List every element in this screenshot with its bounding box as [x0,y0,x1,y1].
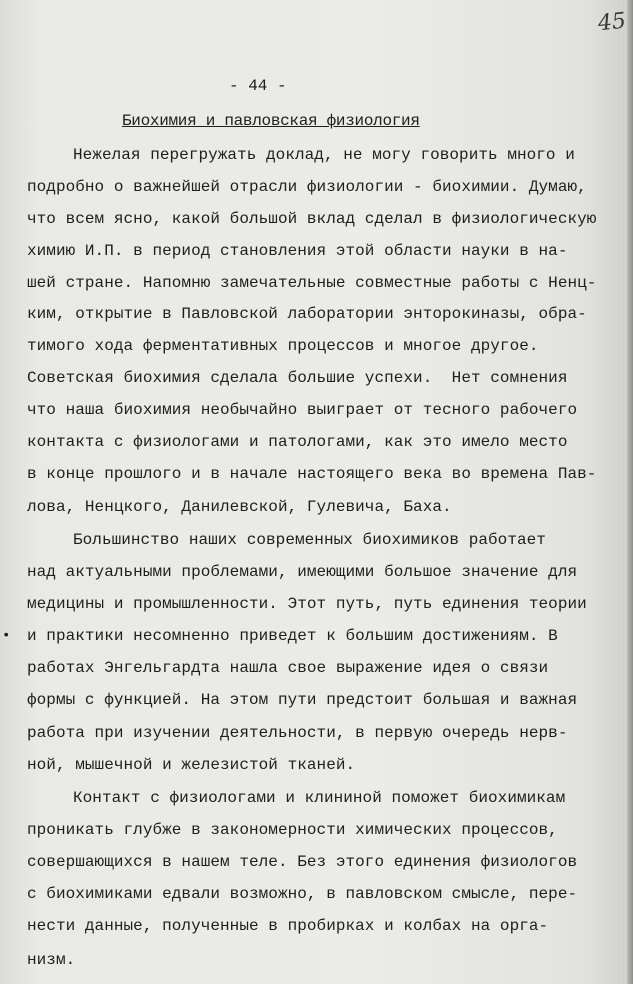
text-line: Советская биохимия сделала большие успехи. Нет сомнения [27,369,568,387]
text-line: лова, Ненцкого, Данилевской, Гулевича, Баха. [27,498,452,516]
text-line: Контакт с физиологами и клининой поможет биохимикам [73,789,566,807]
handwritten-archive-number: 45 [596,8,628,37]
text-line: химию И.П. в период становления этой области науки в на- [27,242,568,260]
text-line: контакта с физиологами и патологами, как это имело место [27,433,568,451]
text-line: низм. [27,951,76,969]
text-line: тимого хода ферментативных процессов и многое другое. [27,337,539,355]
page-number: - 44 - [229,77,287,95]
text-line: шей стране. Напомню замечательные совместные работы с Ненц- [27,274,597,292]
text-line: формы с функцией. На этом пути предстоит большая и важная [27,691,578,709]
text-line: и практики несомненно приведет к большим достижениям. В [27,627,558,645]
page-edge-shadow [627,0,633,984]
text-line: что наша биохимия необычайно выиграет от тесного рабочего [27,401,578,419]
text-line: нести данные, полученные в пробирках и колбах на орга- [27,917,549,935]
text-line: ной, мышечной и железистой тканей. [27,756,356,774]
section-title: Биохимия и павловская физиология [122,112,420,130]
text-line: Нежелая перегружать доклад, не могу говорить много и [73,146,575,164]
text-line: в конце прошлого и в начале настоящего века во времена Пав- [27,465,597,483]
text-line: работах Энгельгардта нашла свое выражение идея о связи [27,659,549,677]
text-line: Большинство наших современных биохимиков работает [73,531,546,549]
text-line: ким, открытие в Павловской лаборатории энторокиназы, обра- [27,305,587,323]
text-line: совершающихся в нашем теле. Без этого единения физиологов [27,853,578,871]
text-line: проникать глубже в закономерности химических процессов, [27,821,558,839]
text-line: медицины и промышленности. Этот путь, путь единения теории [27,595,587,613]
text-line: работа при изучении деятельности, в первую очередь нерв- [27,724,568,742]
text-line: над актуальными проблемами, имеющими большое значение для [27,563,578,581]
text-line: с биохимиками едвали возможно, в павловском смысле, пере- [27,885,578,903]
text-line: подробно о важнейшей отрасли физиологии - биохимии. Думаю, [27,178,587,196]
margin-mark: • [2,628,11,644]
text-line: что всем ясно, какой большой вклад сделал в физиологическую [27,210,597,228]
